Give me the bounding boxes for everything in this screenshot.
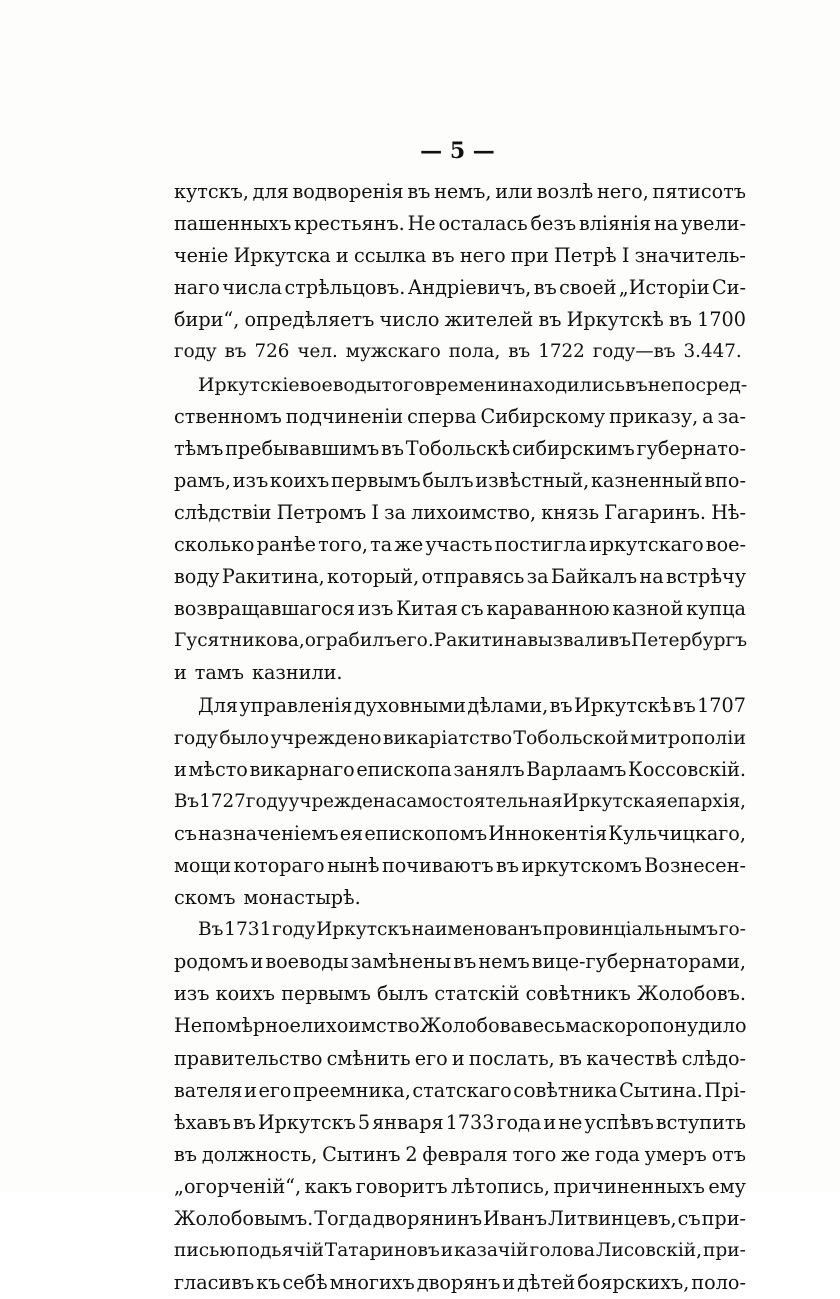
text-line: возвращавшагося изъ Китая съ караванною казной купца xyxy=(174,597,746,621)
text-line: и мѣсто викарнаго епископа занялъ Варлаамъ Коссовскій. xyxy=(174,757,746,781)
text-line: Иркутскіе воеводы того времени находились въ непосред- xyxy=(198,373,748,396)
page-number: — 5 — xyxy=(420,138,495,164)
text-line: ченіе Иркутска и ссылка въ него при Петрѣ I значитель- xyxy=(174,244,746,268)
text-line: и тамъ казнили. xyxy=(174,661,343,685)
text-line: изъ коихъ первымъ былъ статскій совѣтникъ Жолобовъ. xyxy=(174,982,746,1006)
text-line: кутскъ, для водворенія въ немъ, или возлѣ него, пятисотъ xyxy=(174,180,746,203)
text-line: бири“, опредѣляетъ число жителей въ Иркутскѣ въ 1700 xyxy=(174,308,746,332)
body-text xyxy=(174,176,746,1299)
text-line: Непомѣрное лихоимство Жолобова весьма скоро понудило xyxy=(174,1014,747,1038)
text-line: Для управленія духовными дѣлами, въ Иркутскѣ въ 1707 xyxy=(198,693,746,717)
text-line: ѣхавъ въ Иркутскъ 5 января 1733 года и не успѣвъ вступить xyxy=(174,1110,746,1134)
text-line: тѣмъ пребывавшимъ въ Тобольскѣ сибирскимъ губернато- xyxy=(174,436,746,460)
text-line: скомъ монастырѣ. xyxy=(174,886,361,910)
text-line: правительство смѣнить его и послать, въ качествѣ слѣдо- xyxy=(174,1046,746,1070)
text-line: гласивъ къ себѣ многихъ дворянъ и дѣтей боярскихъ, поло- xyxy=(174,1271,746,1295)
text-line: пашенныхъ крестьянъ. Не осталась безъ вліянія на увели- xyxy=(174,212,746,236)
text-line: году въ 726 чел. мужскаго пола, въ 1722 году—въ 3.447. xyxy=(174,341,742,363)
text-line: наго числа стрѣльцовъ. Андріевичъ, въ своей „Исторіи Си- xyxy=(174,276,746,300)
text-line: ственномъ подчиненіи сперва Сибирскому приказу, а за- xyxy=(174,404,746,428)
text-line: мощи котораго нынѣ почиваютъ въ иркутскомъ Вознесен- xyxy=(174,853,746,877)
text-line: писью подьячій Татариновъ и казачій голова Лисовскій, при- xyxy=(174,1240,746,1262)
text-line: сколько ранѣе того, та же участь постигла иркутскаго вое- xyxy=(174,533,746,557)
text-line: рамъ, изъ коихъ первымъ былъ извѣстный, казненный впо- xyxy=(174,468,746,492)
text-line: слѣдствіи Петромъ I за лихоимство, князь Гагаринъ. Нѣ- xyxy=(174,500,746,524)
text-line: году было учреждено викаріатство Тобольской митрополіи xyxy=(174,726,746,749)
text-line: Въ 1727 году учреждена самостоятельная Иркутская епархія, xyxy=(174,790,746,812)
text-line: родомъ и воеводы замѣнены въ немъ вице-губернаторами, xyxy=(174,950,746,974)
text-line: „огорченій“, какъ говоритъ лѣтопись, причиненныхъ ему xyxy=(174,1174,746,1198)
text-line: вателя и его преемника, статскаго совѣтника Сытина. Прі- xyxy=(174,1078,746,1102)
text-line: Въ 1731 году Иркутскъ наименованъ провинціальнымъ го- xyxy=(198,919,746,941)
text-line: Жолобовымъ. Тогда дворянинъ Иванъ Литвинцевъ, съ при- xyxy=(174,1207,746,1230)
text-line: Гусятникова, ограбилъ его. Ракитина вызвали въ Петербургъ xyxy=(174,630,748,652)
text-line: воду Ракитина, который, отправясь за Байкалъ на встрѣчу xyxy=(174,565,746,589)
text-line: съ назначеніемъ ея епископомъ Иннокентія Кульчицкаго, xyxy=(174,821,746,845)
text-line: въ должность, Сытинъ 2 февраля того же года умеръ отъ xyxy=(174,1142,746,1166)
